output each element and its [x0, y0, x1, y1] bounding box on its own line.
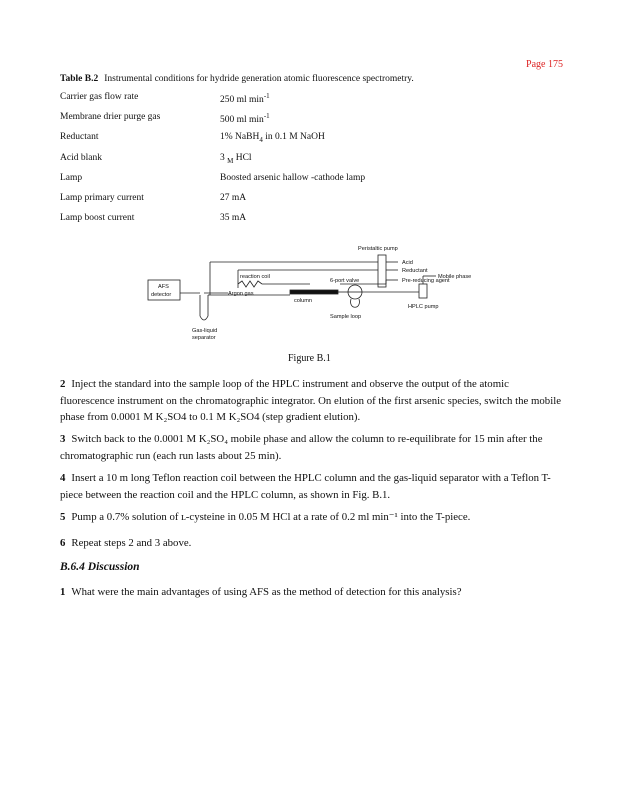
table-row: [60, 193, 365, 213]
table-row: [60, 112, 365, 132]
step-number: 2: [60, 378, 66, 390]
table-label: Table B.2: [60, 74, 99, 84]
step-number: 5: [60, 511, 66, 523]
table-row: [60, 173, 365, 193]
label-pre-reducing-agent: Pre-reducing agent: [402, 278, 450, 284]
label-reaction-coil: reaction coil: [240, 274, 270, 280]
label-mobile-phase: Mobile phase: [438, 274, 472, 280]
param-value: 1% NaBH$_4$ in 0.1 M NaOH: [220, 132, 325, 145]
param-value: 3 $_M$ HCl: [220, 152, 252, 165]
discussion-heading: B.6.4 Discussion: [60, 561, 140, 573]
label-acid: Acid: [402, 260, 413, 266]
param-value: 500 ml $\min^{-1}$: [220, 112, 270, 126]
table-row: [60, 92, 365, 112]
param-label: Lamp primary current: [60, 192, 144, 203]
label-reductant: Reductant: [402, 268, 428, 274]
param-value: 27 mA: [220, 192, 247, 203]
param-label: Carrier gas flow rate: [60, 92, 139, 102]
page-number: Page 175: [526, 59, 563, 70]
table-row: [60, 153, 365, 173]
label-afs: AFS: [158, 284, 169, 290]
step-3: [60, 431, 565, 464]
step-number: 4: [60, 472, 66, 484]
step-text: Repeat steps 2 and 3 above.: [71, 537, 192, 549]
peristaltic-pump: [378, 255, 386, 287]
step-2: [60, 376, 565, 426]
param-value: 35 mA: [220, 213, 247, 224]
conditions-table: [60, 92, 365, 233]
param-label: Acid blank: [60, 152, 102, 163]
param-value: Boosted arsenic hallow -cathode lamp: [220, 172, 366, 183]
step-text: Switch back to the 0.0001 M K₂SO₄ mobile phase and allow the column to re-equilibrate for 15 min after the chromatographic run (each run lasts about 25 min).: [60, 433, 543, 462]
question-number: 1: [60, 586, 66, 598]
label-detector: detector: [151, 292, 172, 298]
step-4: [60, 470, 565, 503]
step-number: 3: [60, 433, 66, 445]
label-argon-gas: Argon gas: [228, 291, 254, 297]
table-row: [60, 213, 365, 233]
label-peristaltic-pump: Peristaltic pump: [358, 246, 398, 252]
table-caption: [60, 74, 414, 84]
param-label: Lamp boost current: [60, 213, 135, 224]
param-label: Reductant: [60, 132, 99, 143]
param-label: Membrane drier purge gas: [60, 112, 161, 123]
figure-caption: Figure B.1: [288, 353, 331, 364]
label-hplc-pump: HPLC pump: [408, 304, 439, 310]
label-column: column: [294, 298, 313, 304]
hplc-column: [290, 290, 338, 294]
hplc-pump: [419, 284, 427, 298]
apparatus-diagram: [140, 240, 500, 350]
label-sample-loop: Sample loop: [330, 314, 362, 320]
question-text: What were the main advantages of using AFS as the method of detection for this analysis?: [71, 586, 462, 598]
step-text: Pump a 0.7% solution of ʟ-cysteine in 0.05 M HCl at a rate of 0.2 ml min⁻¹ into the T-piece.: [71, 511, 471, 523]
step-text: Inject the standard into the sample loop of the HPLC instrument and observe the output of the atomic fluorescence instrument on the chromatographic integrator. On elution of the first arsenic species, switch the mobile phase from 0.0001 M K₂SO4 to 0.1 M K₂SO4 (step gradient elution).: [60, 378, 562, 423]
sample-loop: [351, 299, 360, 307]
step-5: [60, 509, 565, 526]
label-separator: separator: [192, 335, 216, 341]
param-value: 250 ml $\min^{-1}$: [220, 92, 270, 106]
step-6: [60, 535, 565, 552]
label-six-port-valve: 6-port valve: [330, 278, 360, 284]
table-row: [60, 132, 365, 152]
reaction-coil: [238, 281, 262, 287]
label-gas-liquid: Gas-liquid: [192, 328, 218, 334]
step-number: 6: [60, 537, 66, 549]
param-label: Lamp: [60, 172, 83, 183]
discussion-question-1: [60, 584, 565, 601]
gas-liquid-separator: [200, 295, 208, 320]
table-title: Instrumental conditions for hydride generation atomic fluorescence spectrometry.: [104, 74, 414, 84]
step-text: Insert a 10 m long Teflon reaction coil between the HPLC column and the gas-liquid separator with a Teflon T-piece between the reaction coil and the HPLC column, as shown in Fig. B.1.: [60, 472, 551, 501]
